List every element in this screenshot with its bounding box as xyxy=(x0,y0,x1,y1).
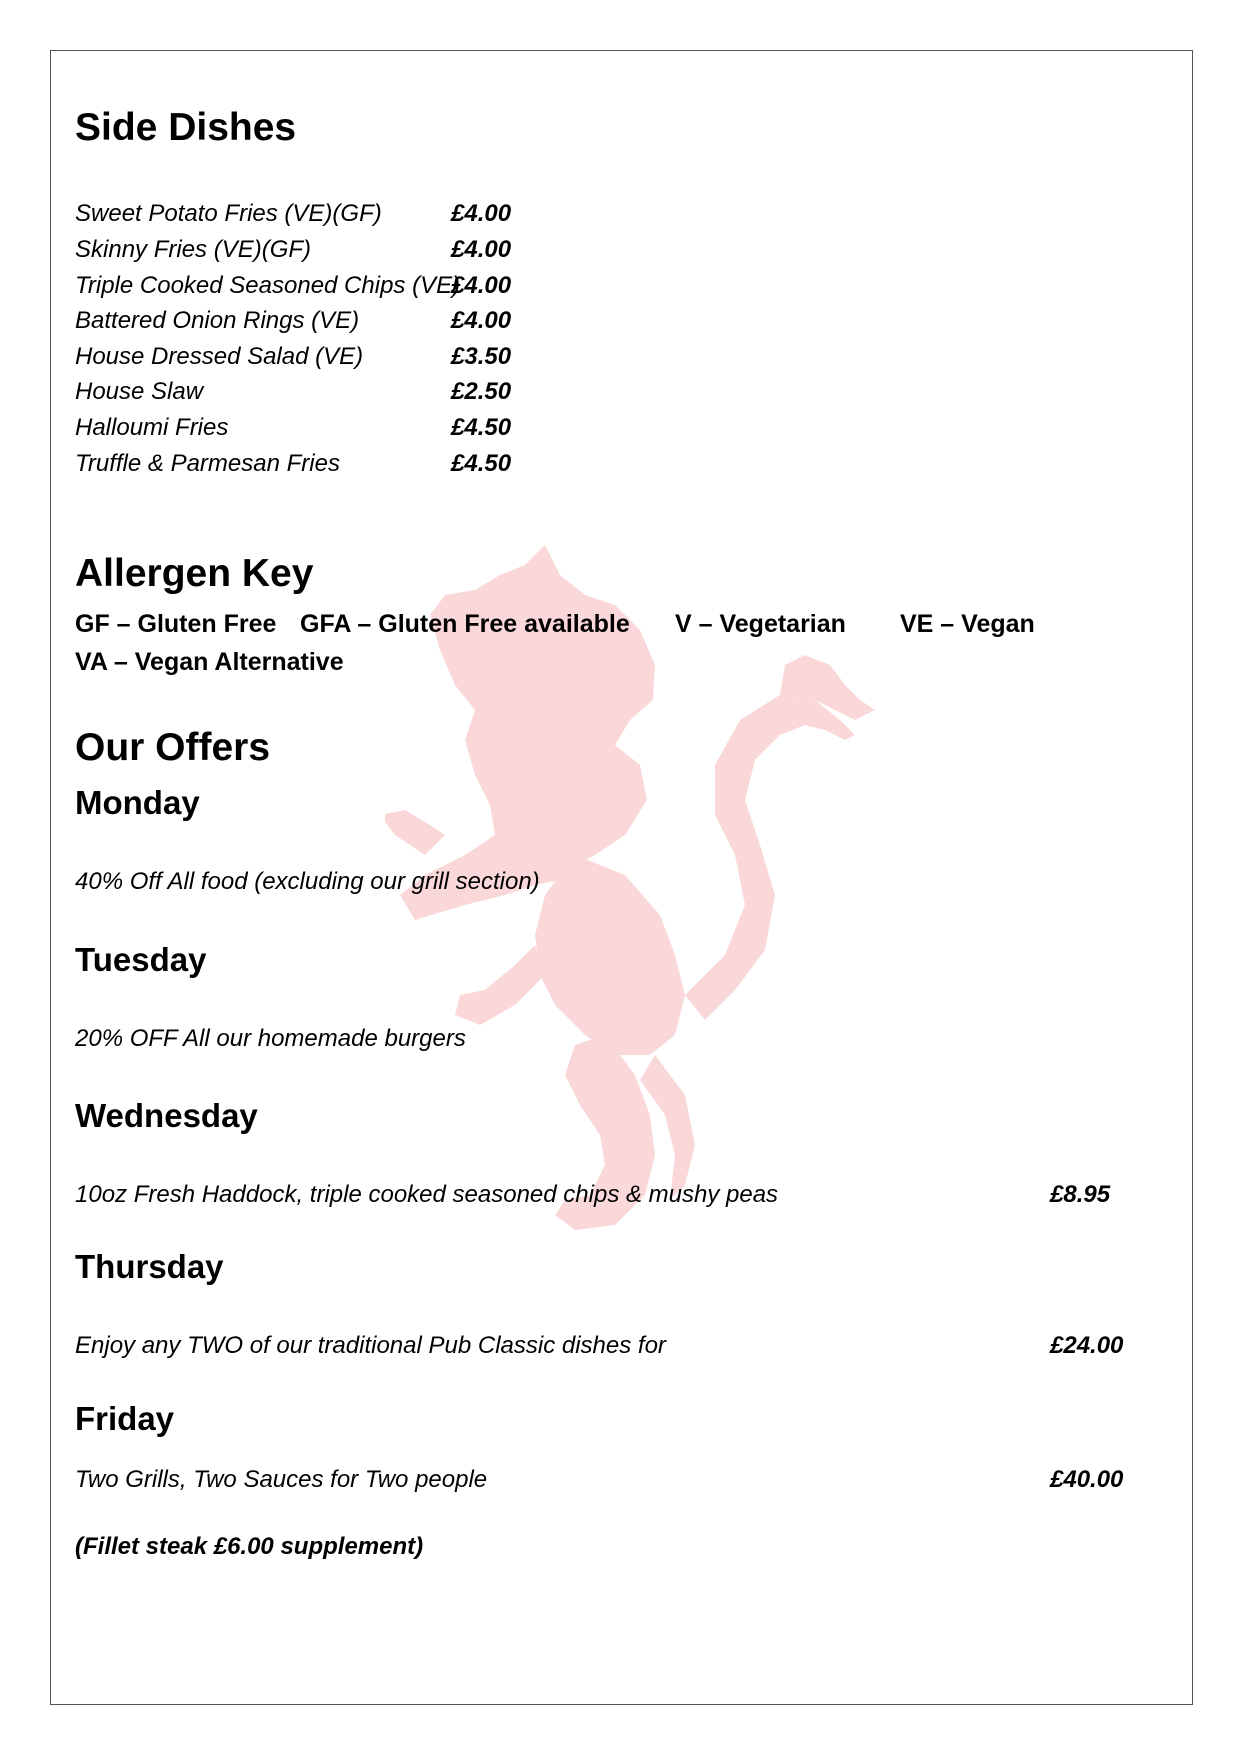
offer-price: £40.00 xyxy=(1050,1466,1124,1493)
side-dish-price: £4.50 xyxy=(451,414,512,441)
side-dish-name: House Slaw xyxy=(75,378,204,405)
side-dish-name: Sweet Potato Fries (VE)(GF) xyxy=(75,200,382,227)
offer-day-thursday: Thursday xyxy=(75,1248,224,1285)
offer-day-wednesday: Wednesday xyxy=(75,1097,258,1134)
allergen-key-item: VA – Vegan Alternative xyxy=(75,648,344,676)
side-dish-price: £4.00 xyxy=(451,307,512,334)
side-dish-name: Halloumi Fries xyxy=(75,414,229,441)
offer-text: 40% Off All food (excluding our grill section) xyxy=(75,868,540,895)
side-dish-price: £3.50 xyxy=(451,343,512,370)
offer-price: £8.95 xyxy=(1050,1181,1111,1208)
offer-day-monday: Monday xyxy=(75,784,200,821)
side-dishes-title: Side Dishes xyxy=(75,106,297,149)
allergen-key-title: Allergen Key xyxy=(75,552,314,595)
fillet-steak-note: (Fillet steak £6.00 supplement) xyxy=(75,1533,424,1560)
offer-text: 10oz Fresh Haddock, triple cooked seasoned chips & mushy peas xyxy=(75,1181,779,1208)
side-dish-price: £2.50 xyxy=(451,378,512,405)
side-dish-price: £4.00 xyxy=(451,236,512,263)
offer-text: Two Grills, Two Sauces for Two people xyxy=(75,1466,488,1493)
side-dish-price: £4.00 xyxy=(451,200,512,227)
allergen-key-item: GFA – Gluten Free available xyxy=(300,610,630,638)
offer-price: £24.00 xyxy=(1050,1332,1124,1359)
allergen-key-item: V – Vegetarian xyxy=(675,610,846,638)
side-dish-name: Truffle & Parmesan Fries xyxy=(75,450,340,477)
side-dish-price: £4.00 xyxy=(451,272,512,299)
offer-text: Enjoy any TWO of our traditional Pub Classic dishes for xyxy=(75,1332,666,1359)
side-dish-name: Skinny Fries (VE)(GF) xyxy=(75,236,312,263)
offer-text: 20% OFF All our homemade burgers xyxy=(75,1025,466,1052)
allergen-key-item: GF – Gluten Free xyxy=(75,610,277,638)
side-dish-name: Battered Onion Rings (VE) xyxy=(75,307,360,334)
our-offers-title: Our Offers xyxy=(75,726,271,769)
side-dish-name: House Dressed Salad (VE) xyxy=(75,343,364,370)
side-dish-price: £4.50 xyxy=(451,450,512,477)
side-dish-name: Triple Cooked Seasoned Chips (VE) xyxy=(75,272,461,299)
offer-day-tuesday: Tuesday xyxy=(75,941,207,978)
offer-day-friday: Friday xyxy=(75,1400,175,1437)
allergen-key-item: VE – Vegan xyxy=(900,610,1035,638)
